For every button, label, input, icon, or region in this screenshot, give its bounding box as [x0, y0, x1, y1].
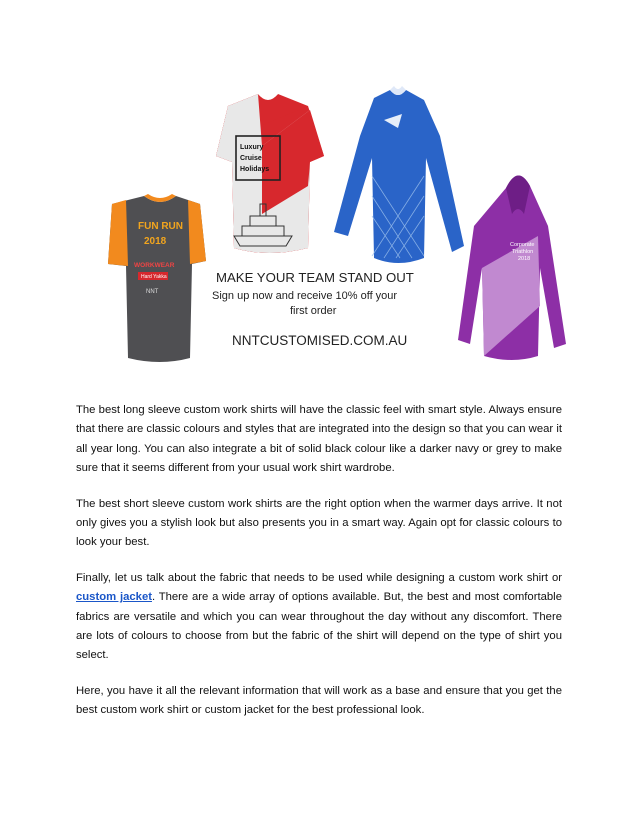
promo-banner: [72, 86, 568, 376]
custom-jacket-link[interactable]: custom jacket: [76, 591, 152, 604]
hoodie-text-2: Triathlon: [512, 249, 534, 255]
banner-subline-1: Sign up now and receive 10% off your: [212, 290, 398, 302]
hoodie-text-3: 2018: [518, 256, 531, 262]
article-body: [76, 401, 562, 737]
cruise-polo: [216, 90, 324, 253]
paragraph-4: Here, you have it all the relevant information that will work as a base and ensure that you get the best custom work shirt or custom jacket for the best professional look.: [76, 684, 562, 717]
hoodie-text-1: Corporate: [510, 242, 535, 248]
polo-text-3: Holidays: [240, 166, 270, 173]
purple-hoodie: [458, 175, 566, 360]
fun-run-tshirt: [108, 194, 206, 362]
hard-yakka-text: Hard Yakka: [141, 274, 167, 280]
paragraph-3-end: . There are a wide array of options available. But, the best and most comfortable fabrics are versatile and which you can wear throughout the day without any discomfort. There are lots of colours to choose from but the fabric of the shirt will depend on the type of shirt you select.: [76, 591, 562, 662]
banner-website: NNTCUSTOMISED.COM.AU: [232, 333, 408, 348]
blue-long-sleeve: [334, 86, 464, 263]
paragraph-1: The best long sleeve custom work shirts will have the classic feel with smart style. Always ensure that there are classic colours and styles that are integrated into the design so that you can wear it all year long. You can also integrate a bit of solid black colour like a darker navy or grey to make sure that it seems different from your usual work shirt wardrobe.: [76, 404, 562, 475]
promo-banner-graphic: [72, 86, 568, 376]
paragraph-3: [76, 569, 562, 666]
paragraph-3-start: Finally, let us talk about the fabric that needs to be used while designing a custom work shirt or: [76, 571, 562, 584]
banner-headline: MAKE YOUR TEAM STAND OUT: [216, 270, 414, 285]
polo-text-2: Cruise: [240, 155, 262, 162]
paragraph-2: The best short sleeve custom work shirts are the right option when the warmer days arrive. It not only gives you a stylish look but also presents you in a smart way. Again opt for classic colours to look your best.: [76, 497, 562, 549]
fun-run-title: FUN RUN: [138, 221, 183, 232]
polo-text-1: Luxury: [240, 144, 264, 151]
fun-run-year: 2018: [144, 236, 167, 247]
workwear-text: WORKWEAR: [134, 262, 175, 269]
banner-subline-2: first order: [290, 305, 337, 317]
nnt-text: NNT: [146, 289, 159, 295]
